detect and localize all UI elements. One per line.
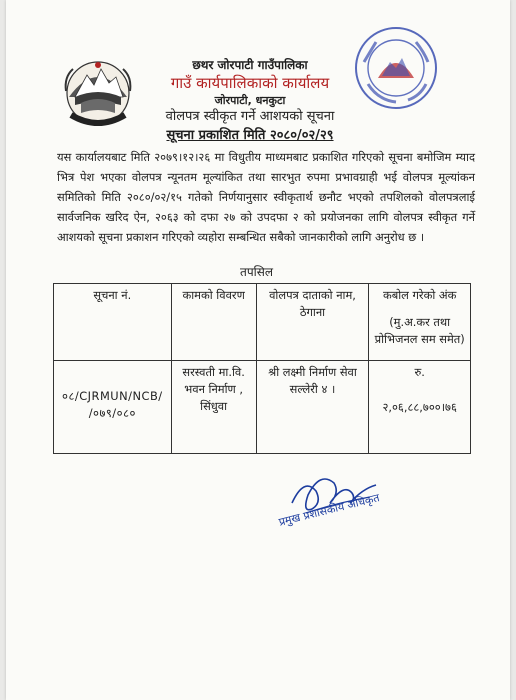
office-name: गाउँ कार्यपालिकाको कार्यालय <box>170 74 330 92</box>
header-bidder: वोलपत्र दाताको नाम, ठेगाना <box>256 284 369 361</box>
header-bid-amount-note: (मु.अ.कर तथा प्रोभिजनल सम समेत) <box>374 315 465 346</box>
letterhead <box>150 58 350 146</box>
notice-title: वोलपत्र स्वीकृत गर्ने आशयको सूचना <box>165 109 335 124</box>
cell-work-description: सरस्वती मा.वि. भवन निर्माण , सिंधुवा <box>171 361 256 454</box>
header-notice-no: सूचना नं. <box>54 284 172 361</box>
bid-table <box>53 283 471 454</box>
municipality-name: छथर जोरपाटी गाउँपालिका <box>192 58 308 72</box>
nepal-emblem-icon <box>61 57 135 127</box>
table-header-row <box>54 284 471 361</box>
currency-label: रु. <box>414 365 425 379</box>
header-bid-amount <box>369 284 471 361</box>
amount-value: २,०६,८८,७००।७६ <box>382 400 457 414</box>
table-row <box>54 361 471 454</box>
header-work-description: कामको विवरण <box>171 284 256 361</box>
publish-date: सूचना प्रकाशित मिति २०८०/०२/२९ <box>166 128 334 143</box>
cell-bidder: श्री लक्ष्मी निर्माण सेवा सल्लेरी ४ । <box>256 361 369 454</box>
table-title: तपसिल <box>240 265 274 279</box>
cell-bid-amount <box>369 361 471 454</box>
header-bid-amount-main: कबोल गरेको अंक <box>382 288 457 302</box>
office-address: जोरपाटी, धनकुटा <box>214 94 286 107</box>
official-stamp-icon <box>350 22 442 114</box>
signatory-title: प्रमुख प्रशासकीय अधिकृत <box>277 491 381 529</box>
cell-notice-no: ०८/CJRMUN/NCB/ /०७९/०८० <box>54 361 172 454</box>
notice-body: यस कार्यालयबाट मिति २०७९।१२।२६ मा विधुतीय माध्यमबाट प्रकाशित गरिएको सूचना बमोजिम म्याद भित्र पेश भएका वोलपत्र न्यूनतम मूल्यांकित तथा सारभुत रुपमा प्रभावग्राही भई वोलपत्र मूल्यांकन समितिको मिति २०८०/०२/१५ गतेको निर्णयानुसार स्वीकृतार्थ छनौट भएको तपशिलको वोलपत्रलाई सार्वजनिक खरिद ऐन, २०६३ को दफा २७ को उपदफा २ को प्रयोजनका लागि वोलपत्र स्वीकृत गर्ने आशयको सूचना प्रकाशन गरिएको व्यहोरा सम्बन्धित सबैको जानकारीको लागि अनुरोध छ । <box>57 150 475 244</box>
